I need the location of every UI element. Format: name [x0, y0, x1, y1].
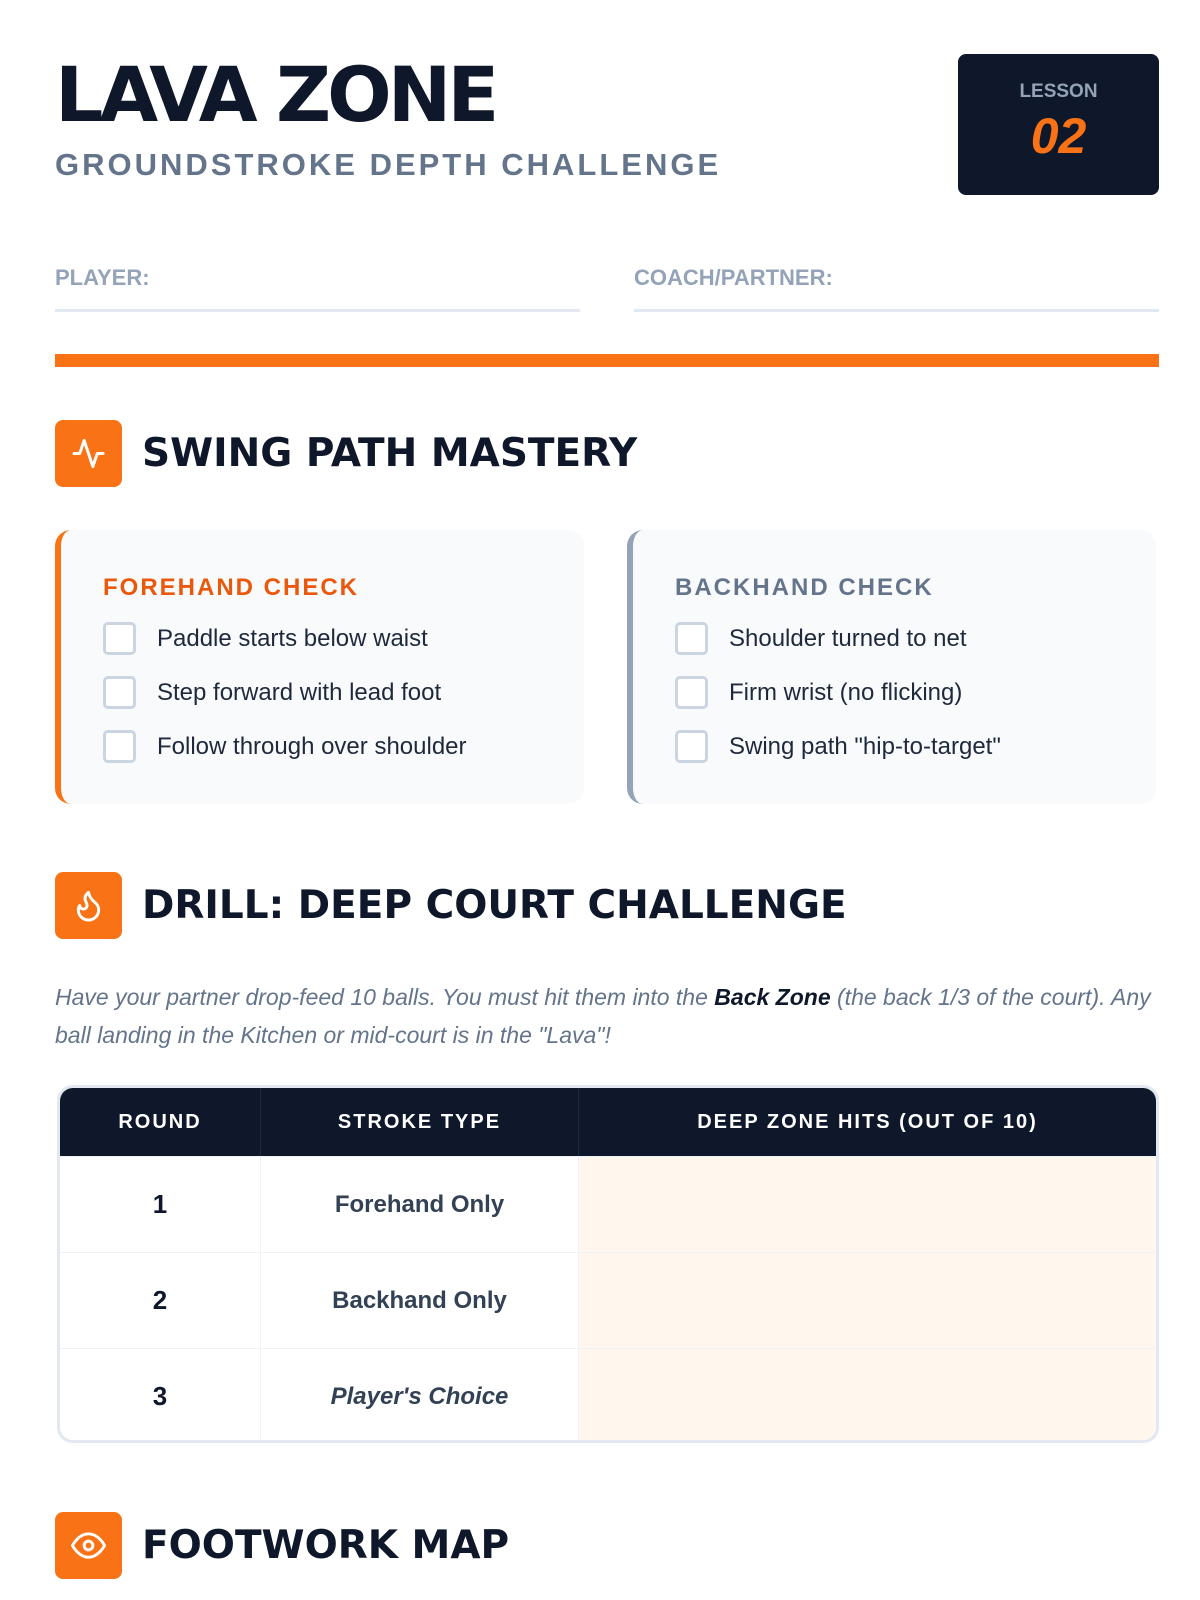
checkbox[interactable] — [675, 730, 708, 763]
checklist-text: Shoulder turned to net — [729, 625, 967, 652]
activity-pulse-icon — [55, 420, 122, 487]
worksheet-page — [55, 0, 1159, 1568]
section-footwork-header — [55, 1512, 1159, 1580]
desc-text: Have your partner drop-feed 10 balls. You must hit them into the — [55, 984, 715, 1010]
checklist-item[interactable] — [103, 622, 573, 656]
checklist-item[interactable] — [675, 676, 1145, 710]
stroke-cell: Backhand Only — [260, 1253, 578, 1348]
backhand-check-card — [627, 530, 1156, 804]
hits-entry-cell[interactable] — [578, 1157, 1156, 1252]
checkbox[interactable] — [103, 676, 136, 709]
stroke-cell: Forehand Only — [260, 1157, 578, 1252]
desc-bold-text: Back Zone — [714, 984, 831, 1010]
eye-icon — [55, 1512, 122, 1579]
hits-entry-cell[interactable] — [578, 1349, 1156, 1443]
flame-icon — [55, 872, 122, 939]
checklist-item[interactable] — [103, 676, 573, 710]
section-title: DRILL: DEEP COURT CHALLENGE — [142, 883, 847, 928]
checklist-item[interactable] — [675, 730, 1145, 764]
checklist-text: Follow through over shoulder — [157, 733, 467, 760]
card-title: BACKHAND CHECK — [675, 574, 934, 601]
round-cell: 2 — [152, 1285, 168, 1315]
player-field[interactable] — [55, 260, 580, 312]
page-title: LAVA ZONE — [55, 50, 496, 139]
divider — [55, 354, 1159, 367]
checklist-item[interactable] — [675, 622, 1145, 656]
section-drill-header — [55, 872, 1159, 940]
lesson-badge — [958, 54, 1159, 195]
column-header-round: ROUND — [118, 1111, 202, 1133]
column-header-hits: DEEP ZONE HITS (OUT OF 10) — [578, 1088, 1156, 1156]
section-title: SWING PATH MASTERY — [142, 431, 638, 476]
checkbox[interactable] — [675, 622, 708, 655]
stroke-cell: Player's Choice — [260, 1349, 578, 1443]
participant-fields — [55, 260, 1159, 312]
drill-description — [55, 978, 1159, 1054]
section-swing-header — [55, 420, 1159, 488]
checklist-text: Step forward with lead foot — [157, 679, 442, 706]
table-header — [60, 1088, 1156, 1156]
checklist-item[interactable] — [103, 730, 573, 764]
round-cell: 1 — [152, 1189, 168, 1219]
checkbox[interactable] — [103, 622, 136, 655]
checkbox[interactable] — [103, 730, 136, 763]
hits-entry-cell[interactable] — [578, 1253, 1156, 1348]
forehand-check-card — [55, 530, 584, 804]
table-row — [60, 1156, 1156, 1252]
column-header-stroke: STROKE TYPE — [260, 1088, 578, 1156]
player-label: PLAYER: — [55, 265, 150, 290]
header — [55, 0, 1159, 200]
score-table — [57, 1085, 1159, 1443]
section-title: FOOTWORK MAP — [142, 1523, 510, 1568]
coach-label: COACH/PARTNER: — [634, 265, 833, 290]
checklist-text: Swing path "hip-to-target" — [729, 733, 1001, 760]
page-subtitle: GROUNDSTROKE DEPTH CHALLENGE — [55, 147, 722, 182]
round-cell: 3 — [152, 1381, 168, 1411]
coach-field[interactable] — [634, 260, 1159, 312]
table-row — [60, 1348, 1156, 1443]
checklist-text: Firm wrist (no flicking) — [729, 679, 963, 706]
lesson-number: 02 — [1030, 108, 1087, 164]
desc-text: (the back 1/3 of the court). Any ball landing in the Kitchen or mid-court is in the "Lava"! — [55, 984, 1151, 1048]
table-row — [60, 1252, 1156, 1348]
checklist-text: Paddle starts below waist — [157, 625, 428, 652]
checkbox[interactable] — [675, 676, 708, 709]
lesson-label: LESSON — [1019, 81, 1098, 102]
card-title: FOREHAND CHECK — [103, 574, 359, 601]
